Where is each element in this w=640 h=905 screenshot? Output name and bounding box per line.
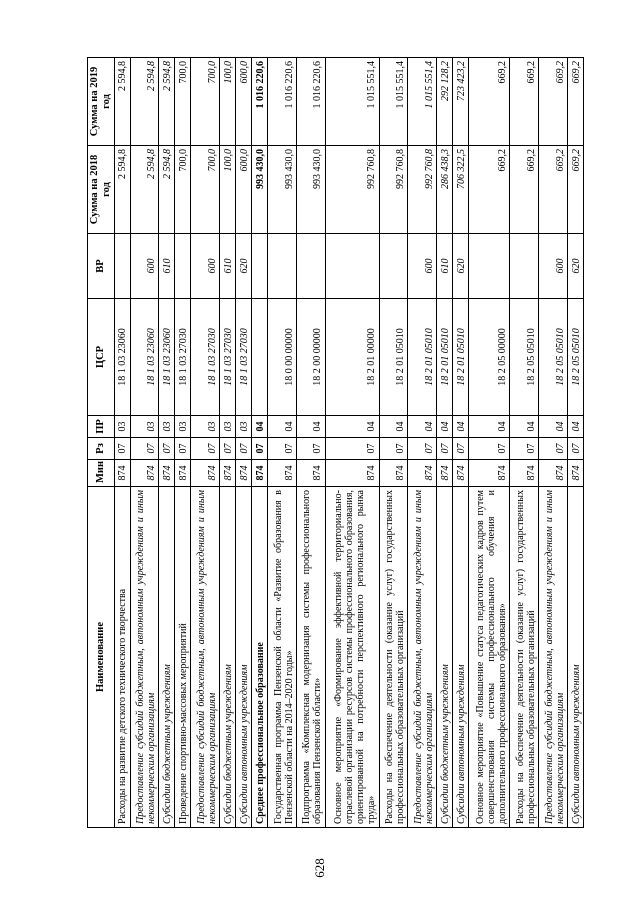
table-row xyxy=(539,58,568,828)
cell-rz: 07 xyxy=(469,438,510,460)
table-row xyxy=(567,58,583,828)
cell-pr: 04 xyxy=(379,416,408,438)
cell-min: 874 xyxy=(408,460,437,487)
cell-csr: 18 2 01 05010 xyxy=(437,299,453,416)
cell-pr: 04 xyxy=(437,416,453,438)
cell-sum2019: 2 594,8 xyxy=(114,58,130,146)
cell-csr: 18 2 05 05010 xyxy=(539,299,568,416)
cell-sum2018: 669,2 xyxy=(469,146,510,234)
cell-sum2018: 992 760,8 xyxy=(325,146,379,234)
table-row xyxy=(268,58,297,828)
cell-name: Субсидии бюджетным учреждениям xyxy=(159,487,175,828)
cell-vr: 600 xyxy=(408,234,437,299)
cell-vr: 610 xyxy=(159,234,175,299)
header-name: Наименование xyxy=(88,487,115,828)
cell-csr: 18 2 00 00000 xyxy=(296,299,325,416)
rotated-table-container xyxy=(87,58,584,828)
cell-min: 874 xyxy=(325,460,379,487)
cell-sum2018: 992 760,8 xyxy=(379,146,408,234)
cell-csr: 18 2 01 05010 xyxy=(379,299,408,416)
cell-csr: 18 1 03 27030 xyxy=(236,299,252,416)
cell-rz: 07 xyxy=(379,438,408,460)
header-rz: Рз xyxy=(88,438,115,460)
cell-sum2018: 669,2 xyxy=(510,146,539,234)
cell-pr: 03 xyxy=(220,416,236,438)
cell-min: 874 xyxy=(252,460,268,487)
header-sum-2018: Сумма на 2018 год xyxy=(88,146,115,234)
cell-rz: 07 xyxy=(453,438,469,460)
cell-min: 874 xyxy=(114,460,130,487)
cell-min: 874 xyxy=(539,460,568,487)
cell-min: 874 xyxy=(175,460,191,487)
cell-csr: 18 1 03 27030 xyxy=(220,299,236,416)
cell-rz: 07 xyxy=(220,438,236,460)
cell-name: Расходы на развитие детского технического творчества xyxy=(114,487,130,828)
cell-sum2019: 1 016 220,6 xyxy=(296,58,325,146)
header-vr: ВР xyxy=(88,234,115,299)
budget-table xyxy=(87,57,584,828)
cell-csr: 18 2 05 05010 xyxy=(510,299,539,416)
cell-min: 874 xyxy=(220,460,236,487)
cell-rz: 07 xyxy=(437,438,453,460)
table-header-row xyxy=(88,58,115,828)
cell-sum2018: 100,0 xyxy=(220,146,236,234)
cell-vr: 610 xyxy=(220,234,236,299)
header-csr: ЦСР xyxy=(88,299,115,416)
cell-pr: 03 xyxy=(191,416,220,438)
cell-rz: 07 xyxy=(130,438,159,460)
cell-pr: 04 xyxy=(296,416,325,438)
table-row xyxy=(296,58,325,828)
cell-rz: 07 xyxy=(114,438,130,460)
cell-vr: 620 xyxy=(567,234,583,299)
cell-pr: 04 xyxy=(453,416,469,438)
cell-rz: 07 xyxy=(408,438,437,460)
cell-min: 874 xyxy=(437,460,453,487)
cell-vr xyxy=(114,234,130,299)
table-row xyxy=(175,58,191,828)
page-number: 628 xyxy=(312,858,327,878)
table-row xyxy=(236,58,252,828)
cell-csr: 18 2 01 00000 xyxy=(325,299,379,416)
cell-sum2019: 2 594,8 xyxy=(130,58,159,146)
cell-min: 874 xyxy=(130,460,159,487)
cell-name: Предоставление субсидий бюджетным, автономным учреждениям и иным некоммерческим организациям xyxy=(191,487,220,828)
table-row xyxy=(252,58,268,828)
cell-vr: 610 xyxy=(437,234,453,299)
cell-vr xyxy=(469,234,510,299)
cell-csr xyxy=(252,299,268,416)
table-row xyxy=(220,58,236,828)
cell-rz: 07 xyxy=(236,438,252,460)
cell-min: 874 xyxy=(379,460,408,487)
cell-vr: 620 xyxy=(453,234,469,299)
cell-sum2018: 669,2 xyxy=(539,146,568,234)
cell-csr: 18 2 05 05010 xyxy=(567,299,583,416)
cell-rz: 07 xyxy=(252,438,268,460)
cell-name: Субсидии автономным учреждениям xyxy=(567,487,583,828)
table-row xyxy=(191,58,220,828)
header-pr: ПР xyxy=(88,416,115,438)
cell-sum2018: 700,0 xyxy=(191,146,220,234)
cell-pr: 04 xyxy=(567,416,583,438)
header-sum-2019: Сумма на 2019 год xyxy=(88,58,115,146)
cell-sum2019: 1 016 220,6 xyxy=(268,58,297,146)
table-row xyxy=(130,58,159,828)
cell-rz: 07 xyxy=(191,438,220,460)
cell-rz: 07 xyxy=(268,438,297,460)
cell-rz: 07 xyxy=(325,438,379,460)
cell-name: Предоставление субсидий бюджетным, автономным учреждениям и иным некоммерческим организациям xyxy=(539,487,568,828)
cell-vr xyxy=(510,234,539,299)
cell-pr: 03 xyxy=(236,416,252,438)
cell-sum2019: 1 015 551,4 xyxy=(379,58,408,146)
cell-sum2018: 706 322,5 xyxy=(453,146,469,234)
cell-name: Основное мероприятие «Формирование эффективной территориально-отраслевой организации ресурсов системы профессионального образования, ориентированной на потребности перспективного регионального рынка труда» xyxy=(325,487,379,828)
cell-sum2018: 700,0 xyxy=(175,146,191,234)
table-row xyxy=(408,58,437,828)
cell-name: Подпрограмма «Комплексная модернизация системы профессионального образования Пензенской области» xyxy=(296,487,325,828)
cell-sum2019: 700,0 xyxy=(175,58,191,146)
cell-name: Предоставление субсидий бюджетным, автономным учреждениям и иным некоммерческим организациям xyxy=(130,487,159,828)
cell-pr: 03 xyxy=(130,416,159,438)
cell-name: Субсидии бюджетным учреждениям xyxy=(437,487,453,828)
cell-vr xyxy=(268,234,297,299)
cell-name: Расходы на обеспечение деятельности (оказание услуг) государственных профессиональных образовательных организаций xyxy=(510,487,539,828)
cell-vr xyxy=(252,234,268,299)
cell-rz: 07 xyxy=(159,438,175,460)
cell-csr: 18 2 01 05010 xyxy=(453,299,469,416)
cell-name: Государственная программа Пензенской области «Развитие образования в Пензенской области на 2014–2020 годы» xyxy=(268,487,297,828)
cell-pr: 04 xyxy=(268,416,297,438)
cell-pr: 03 xyxy=(159,416,175,438)
cell-min: 874 xyxy=(268,460,297,487)
table-row xyxy=(469,58,510,828)
cell-csr: 18 1 03 23060 xyxy=(159,299,175,416)
cell-sum2018: 992 760,8 xyxy=(408,146,437,234)
table-row xyxy=(453,58,469,828)
cell-sum2018: 993 430,0 xyxy=(296,146,325,234)
cell-vr xyxy=(379,234,408,299)
cell-sum2019: 600,0 xyxy=(236,58,252,146)
cell-name: Субсидии автономным учреждениям xyxy=(453,487,469,828)
cell-name: Субсидии автономным учреждениям xyxy=(236,487,252,828)
header-min: Мин xyxy=(88,460,115,487)
cell-vr xyxy=(175,234,191,299)
cell-sum2019: 2 594,8 xyxy=(159,58,175,146)
table-row xyxy=(437,58,453,828)
cell-sum2018: 993 430,0 xyxy=(268,146,297,234)
cell-min: 874 xyxy=(159,460,175,487)
cell-min: 874 xyxy=(191,460,220,487)
cell-pr: 03 xyxy=(114,416,130,438)
cell-rz: 07 xyxy=(296,438,325,460)
cell-rz: 07 xyxy=(539,438,568,460)
cell-pr: 04 xyxy=(510,416,539,438)
cell-csr: 18 1 03 23060 xyxy=(130,299,159,416)
cell-min: 874 xyxy=(469,460,510,487)
cell-sum2019: 669,2 xyxy=(567,58,583,146)
table-row xyxy=(325,58,379,828)
cell-pr: 04 xyxy=(325,416,379,438)
cell-min: 874 xyxy=(236,460,252,487)
table-body xyxy=(114,58,584,828)
cell-vr xyxy=(325,234,379,299)
cell-vr xyxy=(296,234,325,299)
cell-sum2019: 292 128,2 xyxy=(437,58,453,146)
cell-sum2019: 669,2 xyxy=(469,58,510,146)
cell-name: Субсидии бюджетным учреждениям xyxy=(220,487,236,828)
cell-vr: 600 xyxy=(539,234,568,299)
table-row xyxy=(379,58,408,828)
cell-rz: 07 xyxy=(567,438,583,460)
cell-name: Расходы на обеспечение деятельности (оказание услуг) государственных профессиональных образовательных организаций xyxy=(379,487,408,828)
cell-name: Предоставление субсидий бюджетным, автономным учреждениям и иным некоммерческим организациям xyxy=(408,487,437,828)
cell-vr: 600 xyxy=(191,234,220,299)
cell-pr: 04 xyxy=(539,416,568,438)
cell-sum2019: 700,0 xyxy=(191,58,220,146)
cell-pr: 04 xyxy=(408,416,437,438)
cell-pr: 04 xyxy=(469,416,510,438)
cell-csr: 18 2 05 00000 xyxy=(469,299,510,416)
cell-sum2018: 2 594,8 xyxy=(159,146,175,234)
cell-sum2019: 1 015 551,4 xyxy=(325,58,379,146)
cell-sum2018: 669,2 xyxy=(567,146,583,234)
table-row xyxy=(114,58,130,828)
cell-pr: 03 xyxy=(175,416,191,438)
cell-min: 874 xyxy=(296,460,325,487)
table-row xyxy=(159,58,175,828)
cell-csr: 18 2 01 05010 xyxy=(408,299,437,416)
cell-csr: 18 0 00 00000 xyxy=(268,299,297,416)
cell-csr: 18 1 03 23060 xyxy=(114,299,130,416)
cell-sum2018: 2 594,8 xyxy=(114,146,130,234)
cell-vr: 600 xyxy=(130,234,159,299)
cell-name: Проведение спортивно-массовых мероприятий xyxy=(175,487,191,828)
cell-sum2019: 100,0 xyxy=(220,58,236,146)
cell-min: 874 xyxy=(567,460,583,487)
cell-csr: 18 1 03 27030 xyxy=(191,299,220,416)
cell-rz: 07 xyxy=(175,438,191,460)
table-row xyxy=(510,58,539,828)
cell-vr: 620 xyxy=(236,234,252,299)
cell-name: Среднее профессиональное образование xyxy=(252,487,268,828)
cell-sum2018: 600,0 xyxy=(236,146,252,234)
cell-sum2019: 669,2 xyxy=(510,58,539,146)
cell-pr: 04 xyxy=(252,416,268,438)
cell-min: 874 xyxy=(510,460,539,487)
cell-sum2018: 2 594,8 xyxy=(130,146,159,234)
cell-name: Основное мероприятие «Повышение статуса педагогических кадров путем совершенствования системы профессионального обучения и дополнительного профессионального образования» xyxy=(469,487,510,828)
cell-sum2019: 723 423,2 xyxy=(453,58,469,146)
cell-csr: 18 1 03 27030 xyxy=(175,299,191,416)
cell-rz: 07 xyxy=(510,438,539,460)
cell-min: 874 xyxy=(453,460,469,487)
cell-sum2018: 286 438,3 xyxy=(437,146,453,234)
cell-sum2019: 1 016 220,6 xyxy=(252,58,268,146)
cell-sum2019: 1 015 551,4 xyxy=(408,58,437,146)
cell-sum2018: 993 430,0 xyxy=(252,146,268,234)
cell-sum2019: 669,2 xyxy=(539,58,568,146)
